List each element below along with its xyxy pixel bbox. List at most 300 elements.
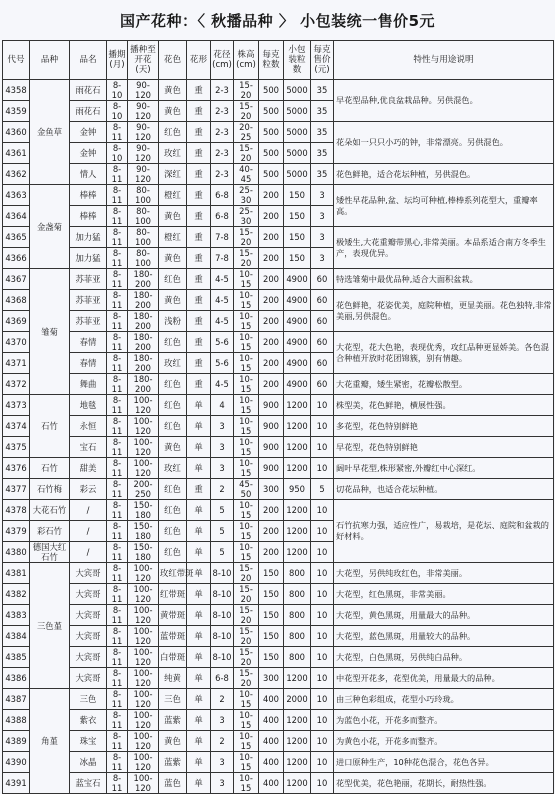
seed-table bbox=[2, 40, 554, 794]
days-to-flower-cell: 80-100 bbox=[128, 227, 159, 248]
variety-name-cell: 紫衣 bbox=[70, 710, 107, 731]
species-cell: 德国大红石竹 bbox=[30, 542, 70, 563]
usage-note: 进口原种生产，10种花色混合，花色各异。 bbox=[334, 752, 554, 773]
variety-name-cell: 甜美 bbox=[70, 458, 107, 479]
plant-height-cell: 10-15 bbox=[234, 689, 259, 710]
variety-name-cell: 大宾哥 bbox=[70, 647, 107, 668]
price-per-gram-cell: 60 bbox=[311, 374, 334, 395]
table-row bbox=[3, 227, 554, 248]
variety-name-cell: 大宾哥 bbox=[70, 626, 107, 647]
pack-seed-count-cell: 1200 bbox=[284, 437, 311, 458]
pack-seed-count-cell: 1200 bbox=[284, 668, 311, 689]
days-to-flower-cell: 100-120 bbox=[128, 752, 159, 773]
variety-name-cell: 春情 bbox=[70, 353, 107, 374]
flower-diameter-cell: 7-8 bbox=[211, 248, 234, 269]
species-cell: 雏菊 bbox=[30, 269, 70, 395]
table-row bbox=[3, 290, 554, 311]
flower-color-cell: 红色 bbox=[159, 395, 187, 416]
table-row bbox=[3, 164, 554, 185]
plant-height-cell: 10-15 bbox=[234, 458, 259, 479]
plant-height-cell: 40-45 bbox=[234, 164, 259, 185]
code-cell: 4377 bbox=[3, 479, 30, 500]
flower-color-cell: 黄色 bbox=[159, 101, 187, 122]
plant-height-cell: 20-25 bbox=[234, 122, 259, 143]
column-header: 播种至开花(天) bbox=[128, 41, 159, 80]
variety-name-cell: 大宾哥 bbox=[70, 668, 107, 689]
seeds-per-gram-cell: 150 bbox=[259, 605, 284, 626]
price-per-gram-cell: 60 bbox=[311, 353, 334, 374]
usage-note: 由三种色彩组成，花型小巧玲珑。 bbox=[334, 689, 554, 710]
code-cell: 4372 bbox=[3, 374, 30, 395]
flower-diameter-cell: 2-3 bbox=[211, 101, 234, 122]
price-per-gram-cell: 10 bbox=[311, 710, 334, 731]
plant-height-cell: 25-30 bbox=[234, 185, 259, 206]
usage-note: 大花型，红色黑斑，非常美丽。 bbox=[334, 584, 554, 605]
days-to-flower-cell: 180-200 bbox=[128, 332, 159, 353]
days-to-flower-cell: 100-120 bbox=[128, 605, 159, 626]
flower-form-cell: 重 bbox=[187, 80, 211, 101]
seeds-per-gram-cell: 400 bbox=[259, 710, 284, 731]
price-per-gram-cell: 10 bbox=[311, 605, 334, 626]
price-per-gram-cell: 10 bbox=[311, 521, 334, 542]
flower-color-cell: 红色 bbox=[159, 521, 187, 542]
code-cell: 4365 bbox=[3, 227, 30, 248]
usage-note: 特选雏菊中最优品种,适合大面积盆栽。 bbox=[334, 269, 554, 290]
plant-height-cell: 10-15 bbox=[234, 290, 259, 311]
days-to-flower-cell: 150-180 bbox=[128, 542, 159, 563]
price-per-gram-cell: 35 bbox=[311, 101, 334, 122]
flower-form-cell: 重 bbox=[187, 374, 211, 395]
table-row bbox=[3, 710, 554, 731]
plant-height-cell: 15-20 bbox=[234, 80, 259, 101]
flower-color-cell: 黄色 bbox=[159, 290, 187, 311]
flower-diameter-cell: 2-3 bbox=[211, 122, 234, 143]
flower-diameter-cell: 8-10 bbox=[211, 605, 234, 626]
flower-color-cell: 玫红 bbox=[159, 353, 187, 374]
flower-form-cell: 单 bbox=[187, 689, 211, 710]
code-cell: 4385 bbox=[3, 647, 30, 668]
seeds-per-gram-cell: 200 bbox=[259, 332, 284, 353]
pack-seed-count-cell: 1200 bbox=[284, 710, 311, 731]
flower-diameter-cell: 2 bbox=[211, 731, 234, 752]
species-cell: 三色堇 bbox=[30, 563, 70, 689]
seeds-per-gram-cell: 200 bbox=[259, 227, 284, 248]
days-to-flower-cell: 150-180 bbox=[128, 521, 159, 542]
seeds-per-gram-cell: 400 bbox=[259, 689, 284, 710]
flower-form-cell: 单 bbox=[187, 563, 211, 584]
days-to-flower-cell: 100-120 bbox=[128, 458, 159, 479]
variety-name-cell: 彩云 bbox=[70, 479, 107, 500]
usage-note: 多花型，花色特别鲜艳 bbox=[334, 416, 554, 437]
price-per-gram-cell: 10 bbox=[311, 437, 334, 458]
flower-diameter-cell: 6-8 bbox=[211, 206, 234, 227]
flower-diameter-cell: 5 bbox=[211, 542, 234, 563]
days-to-flower-cell: 180-200 bbox=[128, 269, 159, 290]
plant-height-cell: 45-50 bbox=[234, 479, 259, 500]
flower-color-cell: 蓝带斑 bbox=[159, 626, 187, 647]
price-per-gram-cell: 60 bbox=[311, 332, 334, 353]
flower-diameter-cell: 4-5 bbox=[211, 374, 234, 395]
usage-note: 中花型开花多，花型优美，用量最大的品种。 bbox=[334, 668, 554, 689]
sowing-period-cell: 8-11 bbox=[107, 164, 128, 185]
flower-color-cell: 纯黄 bbox=[159, 668, 187, 689]
column-header: 品名 bbox=[70, 41, 107, 80]
flower-color-cell: 红色 bbox=[159, 542, 187, 563]
flower-form-cell: 单 bbox=[187, 500, 211, 521]
species-cell: 角堇 bbox=[30, 689, 70, 794]
variety-name-cell: 苏菲亚 bbox=[70, 269, 107, 290]
sowing-period-cell: 8-11 bbox=[107, 437, 128, 458]
table-row bbox=[3, 269, 554, 290]
variety-name-cell: 大宾哥 bbox=[70, 584, 107, 605]
price-per-gram-cell: 10 bbox=[311, 500, 334, 521]
usage-note: 花型优美，花色艳丽，花期长，耐热性强。 bbox=[334, 773, 554, 794]
variety-name-cell: 大宾哥 bbox=[70, 563, 107, 584]
table-row bbox=[3, 500, 554, 521]
pack-seed-count-cell: 1200 bbox=[284, 458, 311, 479]
variety-name-cell: 加力猛 bbox=[70, 248, 107, 269]
flower-form-cell: 重 bbox=[187, 248, 211, 269]
price-per-gram-cell: 3 bbox=[311, 185, 334, 206]
pack-seed-count-cell: 950 bbox=[284, 479, 311, 500]
seeds-per-gram-cell: 200 bbox=[259, 374, 284, 395]
pack-seed-count-cell: 800 bbox=[284, 584, 311, 605]
code-cell: 4371 bbox=[3, 353, 30, 374]
seeds-per-gram-cell: 150 bbox=[259, 563, 284, 584]
pack-seed-count-cell: 1200 bbox=[284, 752, 311, 773]
flower-diameter-cell: 3 bbox=[211, 773, 234, 794]
species-cell: 彩石竹 bbox=[30, 521, 70, 542]
price-per-gram-cell: 10 bbox=[311, 416, 334, 437]
variety-name-cell: 珠宝 bbox=[70, 731, 107, 752]
days-to-flower-cell: 100-120 bbox=[128, 773, 159, 794]
sowing-period-cell: 8-11 bbox=[107, 206, 128, 227]
days-to-flower-cell: 100-120 bbox=[128, 437, 159, 458]
flower-color-cell: 红色 bbox=[159, 500, 187, 521]
flower-color-cell: 浅粉 bbox=[159, 311, 187, 332]
usage-note: 株型美，花色鲜艳，横展性强。 bbox=[334, 395, 554, 416]
days-to-flower-cell: 180-200 bbox=[128, 374, 159, 395]
sowing-period-cell: 8-11 bbox=[107, 227, 128, 248]
days-to-flower-cell: 100-120 bbox=[128, 563, 159, 584]
seeds-per-gram-cell: 150 bbox=[259, 584, 284, 605]
flower-diameter-cell: 5-6 bbox=[211, 353, 234, 374]
flower-form-cell: 重 bbox=[187, 227, 211, 248]
pack-seed-count-cell: 2000 bbox=[284, 689, 311, 710]
plant-height-cell: 25-30 bbox=[234, 206, 259, 227]
plant-height-cell: 15-20 bbox=[234, 143, 259, 164]
plant-height-cell: 10-15 bbox=[234, 500, 259, 521]
species-cell: 石竹 bbox=[30, 395, 70, 458]
pack-seed-count-cell: 150 bbox=[284, 185, 311, 206]
pack-seed-count-cell: 4900 bbox=[284, 332, 311, 353]
days-to-flower-cell: 100-120 bbox=[128, 626, 159, 647]
days-to-flower-cell: 100-120 bbox=[128, 710, 159, 731]
flower-diameter-cell: 4-5 bbox=[211, 290, 234, 311]
code-cell: 4391 bbox=[3, 773, 30, 794]
flower-form-cell: 单 bbox=[187, 521, 211, 542]
plant-height-cell: 10-15 bbox=[234, 416, 259, 437]
usage-note: 早花型品种,优良盆栽品种。另供混色。 bbox=[334, 80, 554, 122]
variety-name-cell: / bbox=[70, 500, 107, 521]
flower-color-cell: 红色 bbox=[159, 332, 187, 353]
plant-height-cell: 15-20 bbox=[234, 101, 259, 122]
flower-form-cell: 重 bbox=[187, 164, 211, 185]
table-row bbox=[3, 584, 554, 605]
price-per-gram-cell: 10 bbox=[311, 563, 334, 584]
plant-height-cell: 10-15 bbox=[234, 437, 259, 458]
days-to-flower-cell: 100-120 bbox=[128, 395, 159, 416]
sowing-period-cell: 8-11 bbox=[107, 332, 128, 353]
sowing-period-cell: 8-11 bbox=[107, 458, 128, 479]
pack-seed-count-cell: 150 bbox=[284, 206, 311, 227]
usage-note: 大花型，蓝色黑斑，用量较大的品种。 bbox=[334, 626, 554, 647]
sowing-period-cell: 8-11 bbox=[107, 563, 128, 584]
flower-form-cell: 单 bbox=[187, 437, 211, 458]
table-row bbox=[3, 689, 554, 710]
column-header: 每克粒数 bbox=[259, 41, 284, 80]
code-cell: 4363 bbox=[3, 185, 30, 206]
pack-seed-count-cell: 4900 bbox=[284, 311, 311, 332]
plant-height-cell: 10-15 bbox=[234, 521, 259, 542]
table-row bbox=[3, 647, 554, 668]
seeds-per-gram-cell: 500 bbox=[259, 101, 284, 122]
sowing-period-cell: 8-11 bbox=[107, 752, 128, 773]
seeds-per-gram-cell: 500 bbox=[259, 80, 284, 101]
table-row bbox=[3, 185, 554, 206]
pack-seed-count-cell: 1200 bbox=[284, 500, 311, 521]
variety-name-cell: / bbox=[70, 521, 107, 542]
table-row bbox=[3, 479, 554, 500]
flower-form-cell: 重 bbox=[187, 122, 211, 143]
variety-name-cell: 蓝宝石 bbox=[70, 773, 107, 794]
days-to-flower-cell: 200-250 bbox=[128, 479, 159, 500]
species-cell: 石竹 bbox=[30, 458, 70, 479]
pack-seed-count-cell: 4900 bbox=[284, 353, 311, 374]
usage-note: 大花型，白色黑斑，另供纯白品种。 bbox=[334, 647, 554, 668]
days-to-flower-cell: 90-120 bbox=[128, 101, 159, 122]
flower-color-cell: 深红 bbox=[159, 164, 187, 185]
variety-name-cell: 棒棒 bbox=[70, 206, 107, 227]
code-cell: 4360 bbox=[3, 122, 30, 143]
table-row bbox=[3, 332, 554, 353]
flower-diameter-cell: 4-5 bbox=[211, 269, 234, 290]
flower-diameter-cell: 5-6 bbox=[211, 332, 234, 353]
sowing-period-cell: 8-11 bbox=[107, 269, 128, 290]
flower-diameter-cell: 3 bbox=[211, 710, 234, 731]
plant-height-cell: 15-20 bbox=[234, 563, 259, 584]
column-header: 特性与用途说明 bbox=[334, 41, 554, 80]
flower-form-cell: 重 bbox=[187, 311, 211, 332]
column-header: 花色 bbox=[159, 41, 187, 80]
flower-color-cell: 黄色 bbox=[159, 80, 187, 101]
variety-name-cell: 永恒 bbox=[70, 416, 107, 437]
days-to-flower-cell: 90-120 bbox=[128, 164, 159, 185]
plant-height-cell: 15-20 bbox=[234, 227, 259, 248]
seeds-per-gram-cell: 400 bbox=[259, 731, 284, 752]
pack-seed-count-cell: 5000 bbox=[284, 143, 311, 164]
flower-form-cell: 单 bbox=[187, 710, 211, 731]
code-cell: 4362 bbox=[3, 164, 30, 185]
seeds-per-gram-cell: 300 bbox=[259, 668, 284, 689]
flower-form-cell: 单 bbox=[187, 626, 211, 647]
variety-name-cell: 雨花石 bbox=[70, 101, 107, 122]
flower-diameter-cell: 3 bbox=[211, 437, 234, 458]
flower-diameter-cell: 2-3 bbox=[211, 143, 234, 164]
species-cell: 大花石竹 bbox=[30, 500, 70, 521]
plant-height-cell: 10-15 bbox=[234, 773, 259, 794]
price-per-gram-cell: 5 bbox=[311, 479, 334, 500]
price-per-gram-cell: 10 bbox=[311, 458, 334, 479]
days-to-flower-cell: 180-200 bbox=[128, 290, 159, 311]
table-row bbox=[3, 626, 554, 647]
code-cell: 4369 bbox=[3, 311, 30, 332]
sowing-period-cell: 8-11 bbox=[107, 521, 128, 542]
code-cell: 4390 bbox=[3, 752, 30, 773]
variety-name-cell: 雨花石 bbox=[70, 80, 107, 101]
code-cell: 4368 bbox=[3, 290, 30, 311]
seeds-per-gram-cell: 200 bbox=[259, 290, 284, 311]
sowing-period-cell: 8-11 bbox=[107, 311, 128, 332]
days-to-flower-cell: 90-120 bbox=[128, 122, 159, 143]
price-per-gram-cell: 60 bbox=[311, 290, 334, 311]
usage-note: 大花型，花大色艳，表现优秀，攻红品种更显娇美。各色混合种植开放时花团锦簇，别有情趣。 bbox=[334, 332, 554, 374]
flower-color-cell: 橙红 bbox=[159, 185, 187, 206]
pack-seed-count-cell: 4900 bbox=[284, 269, 311, 290]
sowing-period-cell: 8-11 bbox=[107, 185, 128, 206]
flower-form-cell: 重 bbox=[187, 269, 211, 290]
header-row bbox=[3, 41, 554, 80]
sowing-period-cell: 8-11 bbox=[107, 500, 128, 521]
flower-form-cell: 单 bbox=[187, 668, 211, 689]
variety-name-cell: 舞曲 bbox=[70, 374, 107, 395]
flower-diameter-cell: 3 bbox=[211, 752, 234, 773]
usage-note: 为蓝色小花，开花多而整齐。 bbox=[334, 710, 554, 731]
sowing-period-cell: 8-11 bbox=[107, 689, 128, 710]
pack-seed-count-cell: 5000 bbox=[284, 122, 311, 143]
price-per-gram-cell: 10 bbox=[311, 773, 334, 794]
variety-name-cell: 加力猛 bbox=[70, 227, 107, 248]
code-cell: 4370 bbox=[3, 332, 30, 353]
variety-name-cell: 苏菲亚 bbox=[70, 290, 107, 311]
variety-name-cell: / bbox=[70, 542, 107, 563]
plant-height-cell: 10-15 bbox=[234, 752, 259, 773]
seeds-per-gram-cell: 900 bbox=[259, 416, 284, 437]
flower-diameter-cell: 6-8 bbox=[211, 185, 234, 206]
flower-diameter-cell: 2-3 bbox=[211, 80, 234, 101]
flower-color-cell: 红色 bbox=[159, 374, 187, 395]
sowing-period-cell: 8-11 bbox=[107, 773, 128, 794]
flower-form-cell: 重 bbox=[187, 332, 211, 353]
code-cell: 4379 bbox=[3, 521, 30, 542]
flower-color-cell: 红色 bbox=[159, 416, 187, 437]
plant-height-cell: 15-20 bbox=[234, 248, 259, 269]
flower-color-cell: 黄色 bbox=[159, 437, 187, 458]
plant-height-cell: 15-20 bbox=[234, 647, 259, 668]
price-per-gram-cell: 10 bbox=[311, 731, 334, 752]
flower-form-cell: 重 bbox=[187, 353, 211, 374]
plant-height-cell: 15-20 bbox=[234, 668, 259, 689]
plant-height-cell: 15-20 bbox=[234, 584, 259, 605]
species-cell: 石竹梅 bbox=[30, 479, 70, 500]
variety-name-cell: 金钟 bbox=[70, 122, 107, 143]
seeds-per-gram-cell: 150 bbox=[259, 626, 284, 647]
flower-diameter-cell: 5 bbox=[211, 521, 234, 542]
species-cell: 金盏菊 bbox=[30, 185, 70, 269]
pack-seed-count-cell: 5000 bbox=[284, 80, 311, 101]
page-title: 国产花种：〈 秋播品种 〉 小包装统一售价5元 bbox=[119, 12, 436, 30]
flower-color-cell: 蓝紫 bbox=[159, 752, 187, 773]
sowing-period-cell: 8-11 bbox=[107, 605, 128, 626]
price-per-gram-cell: 35 bbox=[311, 143, 334, 164]
price-per-gram-cell: 35 bbox=[311, 122, 334, 143]
table-row bbox=[3, 374, 554, 395]
sowing-period-cell: 8-11 bbox=[107, 248, 128, 269]
usage-note: 大花型，黄色黑斑，用量最大的品种。 bbox=[334, 605, 554, 626]
flower-form-cell: 重 bbox=[187, 206, 211, 227]
sowing-period-cell: 8-11 bbox=[107, 479, 128, 500]
seeds-per-gram-cell: 500 bbox=[259, 143, 284, 164]
sowing-period-cell: 8-11 bbox=[107, 395, 128, 416]
price-per-gram-cell: 35 bbox=[311, 80, 334, 101]
days-to-flower-cell: 180-200 bbox=[128, 311, 159, 332]
code-cell: 4384 bbox=[3, 626, 30, 647]
sowing-period-cell: 8-11 bbox=[107, 647, 128, 668]
flower-color-cell: 橙红 bbox=[159, 227, 187, 248]
plant-height-cell: 15-20 bbox=[234, 626, 259, 647]
plant-height-cell: 10-15 bbox=[234, 731, 259, 752]
seeds-per-gram-cell: 200 bbox=[259, 500, 284, 521]
price-per-gram-cell: 60 bbox=[311, 269, 334, 290]
code-cell: 4373 bbox=[3, 395, 30, 416]
flower-form-cell: 单 bbox=[187, 416, 211, 437]
price-per-gram-cell: 10 bbox=[311, 752, 334, 773]
flower-diameter-cell: 3 bbox=[211, 458, 234, 479]
table-row bbox=[3, 122, 554, 143]
table-row bbox=[3, 563, 554, 584]
plant-height-cell: 10-15 bbox=[234, 269, 259, 290]
table-row bbox=[3, 731, 554, 752]
variety-name-cell: 苏菲亚 bbox=[70, 311, 107, 332]
days-to-flower-cell: 80-100 bbox=[128, 185, 159, 206]
usage-note: 为黄色小花，开花多而整齐。 bbox=[334, 731, 554, 752]
column-header: 小包装粒数 bbox=[284, 41, 311, 80]
plant-height-cell: 10-15 bbox=[234, 353, 259, 374]
table-row bbox=[3, 458, 554, 479]
days-to-flower-cell: 180-200 bbox=[128, 353, 159, 374]
seeds-per-gram-cell: 200 bbox=[259, 311, 284, 332]
flower-diameter-cell: 8-10 bbox=[211, 584, 234, 605]
sowing-period-cell: 8-11 bbox=[107, 374, 128, 395]
usage-note: 矮性早花品种,盆、坛均可种植,棒棒系列花型大，重瓣率高。 bbox=[334, 185, 554, 227]
flower-form-cell: 单 bbox=[187, 647, 211, 668]
pack-seed-count-cell: 800 bbox=[284, 647, 311, 668]
days-to-flower-cell: 100-120 bbox=[128, 668, 159, 689]
plant-height-cell: 10-15 bbox=[234, 395, 259, 416]
flower-color-cell: 黄色 bbox=[159, 206, 187, 227]
flower-form-cell: 单 bbox=[187, 605, 211, 626]
flower-form-cell: 单 bbox=[187, 731, 211, 752]
seeds-per-gram-cell: 500 bbox=[259, 164, 284, 185]
sowing-period-cell: 8-11 bbox=[107, 290, 128, 311]
pack-seed-count-cell: 1200 bbox=[284, 395, 311, 416]
seeds-per-gram-cell: 500 bbox=[259, 122, 284, 143]
seeds-per-gram-cell: 900 bbox=[259, 458, 284, 479]
flower-diameter-cell: 3 bbox=[211, 416, 234, 437]
column-header: 花形 bbox=[187, 41, 211, 80]
days-to-flower-cell: 100-120 bbox=[128, 584, 159, 605]
flower-color-cell: 玫红 bbox=[159, 458, 187, 479]
